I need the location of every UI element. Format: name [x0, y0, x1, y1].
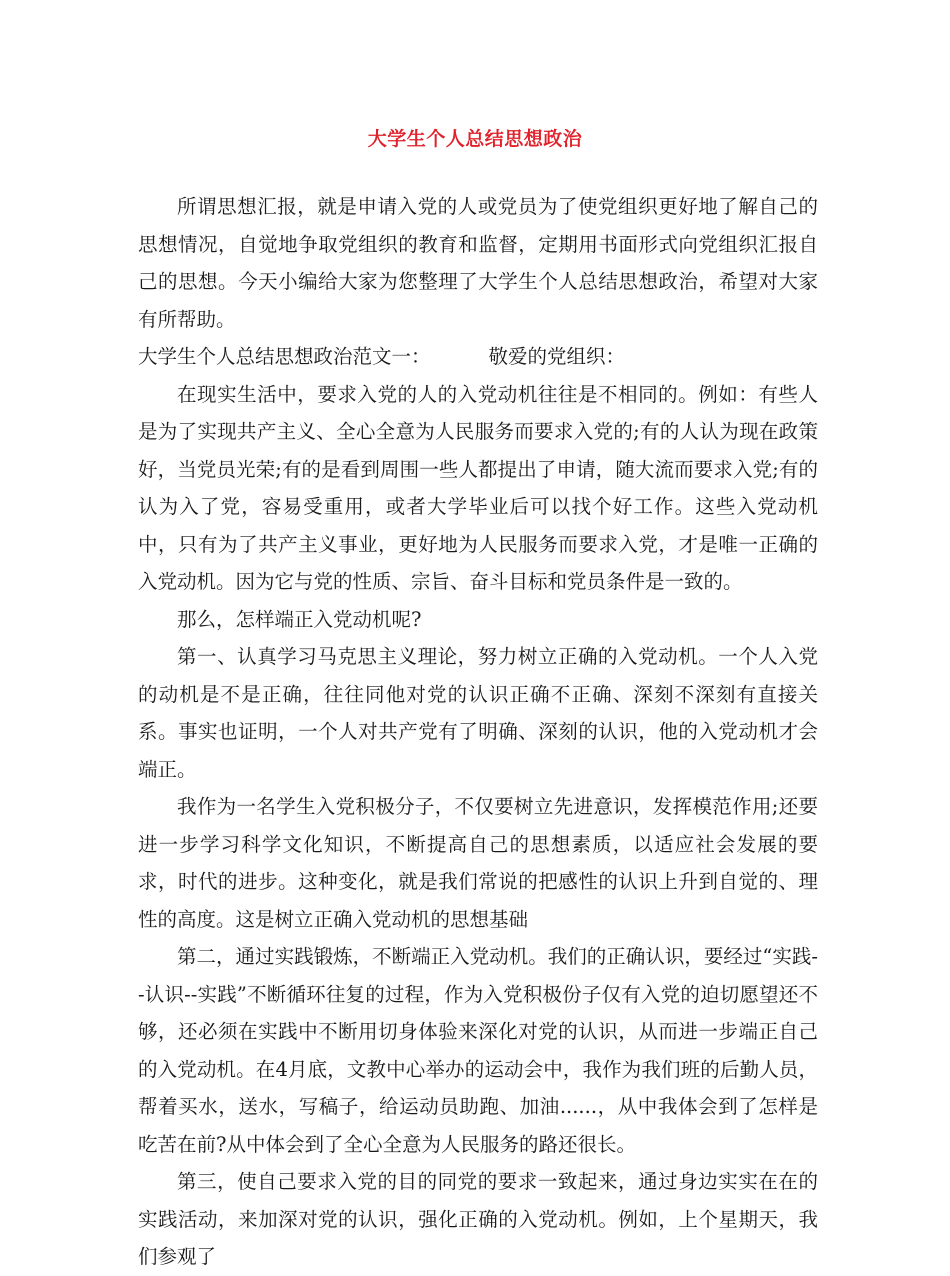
document-body — [138, 188, 818, 1276]
document-title: 大学生个人总结思想政治 — [367, 128, 583, 150]
body-paragraph: 第二，通过实践锻炼，不断端正入党动机。我们的正确认识，要经过“实践--认识--实践”不断循环往复的过程，作为入党积极份子仅有入党的迫切愿望还不够，还必须在实践中不断用切身体验来深化对党的认识，从而进一步端正自己的入党动机。在4月底，文教中心举办的运动会中，我作为我们班的后勤人员，帮着买水，送水，写稿子，给运动员助跑、加油......，从中我体会到了怎样是吃苦在前?从中体会到了全心全意为人民服务的路还很长。 — [138, 945, 818, 1156]
body-paragraph: 那么，怎样端正入党动机呢? — [177, 607, 422, 631]
intro-paragraph: 所谓思想汇报，就是申请入党的人或党员为了使党组织更好地了解自己的思想情况，自觉地争取党组织的教育和监督，定期用书面形式向党组织汇报自己的思想。今天小编给大家为您整理了大学生个人总结思想政治，希望对大家有所帮助。 — [138, 195, 818, 331]
body-paragraph: 在现实生活中，要求入党的人的入党动机往往是不相同的。例如：有些人是为了实现共产主义、全心全意为人民服务而要求入党的;有的人认为现在政策好，当党员光荣;有的是看到周围一些人都提出了申请，随大流而要求入党;有的认为入了党，容易受重用，或者大学毕业后可以找个好工作。这些入党动机中，只有为了共产主义事业，更好地为人民服务而要求入党，才是唯一正确的入党动机。因为它与党的性质、宗旨、奋斗目标和党员条件是一致的。 — [138, 382, 818, 593]
sample-heading-line — [138, 338, 818, 376]
body-paragraph: 我作为一名学生入党积极分子，不仅要树立先进意识，发挥模范作用;还要进一步学习科学文化知识，不断提高自己的思想素质，以适应社会发展的要求，时代的进步。这种变化，就是我们常说的把感性的认识上升到自觉的、理性的高度。这是树立正确入党动机的思想基础 — [138, 795, 818, 931]
sample-heading: 大学生个人总结思想政治范文一： — [138, 345, 431, 368]
body-paragraph: 第一、认真学习马克思主义理论，努力树立正确的入党动机。一个人入党的动机是不是正确，往往同他对党的认识正确不正确、深刻不深刻有直接关系。事实也证明，一个人对共产党有了明确、深刻的认识，他的入党动机才会端正。 — [138, 645, 818, 781]
salutation: 敬爱的党组织： — [488, 345, 626, 368]
body-paragraph: 第三，使自己要求入党的目的同党的要求一致起来，通过身边实实在在的实践活动，来加深对党的认识，强化正确的入党动机。例如，上个星期天，我们参观了 — [138, 1170, 818, 1268]
